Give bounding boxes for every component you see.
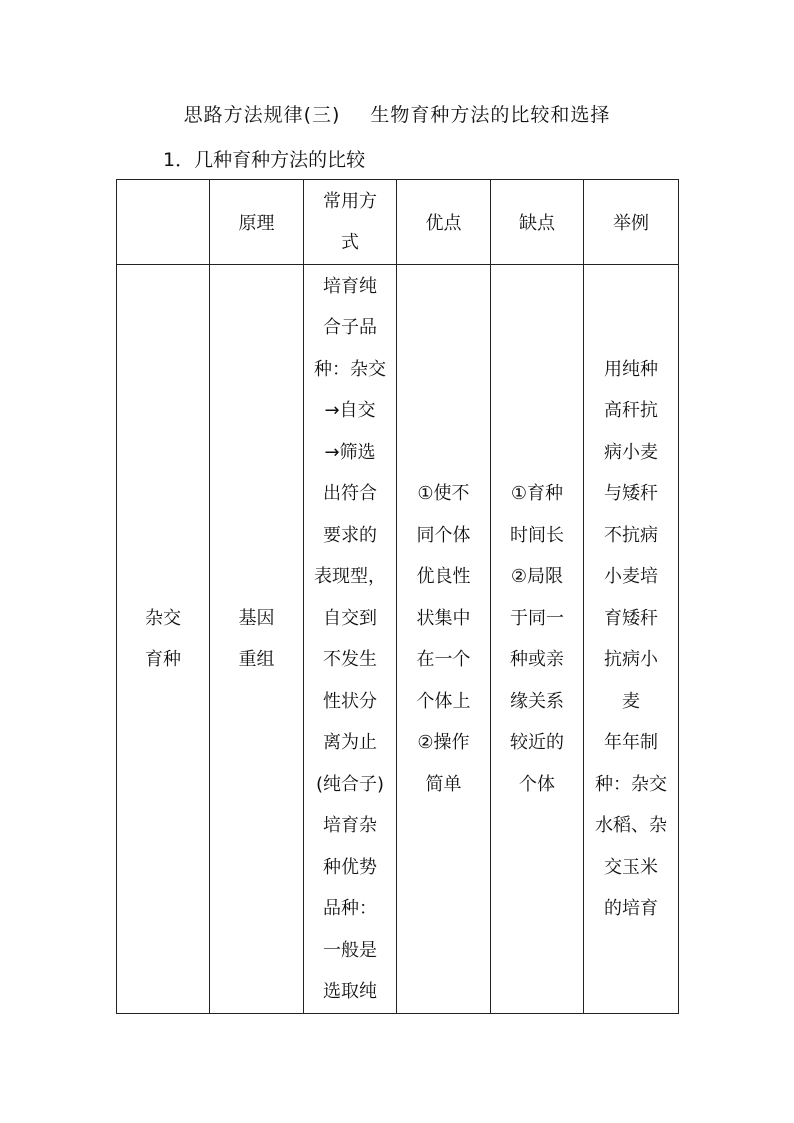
cell-line: 自交到	[323, 607, 377, 629]
cell-line: 简单	[425, 773, 462, 795]
cell-line: ②局限	[510, 566, 564, 587]
cell-line: 培育杂	[323, 815, 377, 836]
cell-line: 基因	[238, 607, 275, 629]
cell-line: 交玉米	[604, 856, 658, 878]
cell-line: 选取纯	[323, 981, 377, 1002]
cell-line: ①育种	[510, 483, 564, 504]
cell-line: 年年制	[604, 732, 658, 753]
cell-line: 不发生	[323, 649, 377, 670]
cell-disadvantages	[491, 265, 584, 1014]
cell-line: 种优势	[323, 856, 377, 878]
table-header-row	[117, 180, 679, 265]
cell-line: 状集中	[416, 607, 471, 629]
cell-line: 杂交	[145, 607, 181, 629]
cell-line: 小麦培	[604, 566, 658, 587]
header-empty	[117, 180, 210, 265]
header-disadvantages: 缺点	[491, 180, 584, 265]
cell-examples	[584, 265, 679, 1014]
cell-line: 性状分	[323, 690, 377, 712]
cell-line: →筛选	[324, 441, 376, 463]
cell-line: (纯合子)	[315, 773, 385, 795]
page-title	[0, 100, 794, 127]
cell-line: 同个体	[416, 524, 471, 546]
cell-method	[304, 265, 397, 1014]
cell-line: →自交	[324, 400, 376, 421]
cell-line: 表现型，	[314, 566, 386, 587]
cell-line: 要求的	[323, 524, 377, 546]
cell-line: 个体	[519, 773, 555, 795]
cell-line: 培育纯	[323, 275, 377, 297]
cell-line: 缘关系	[510, 690, 564, 712]
cell-line: 高秆抗	[604, 400, 658, 421]
cell-line: 种或亲	[510, 649, 564, 670]
cell-line: 在一个	[416, 649, 471, 670]
cell-line: 麦	[622, 690, 640, 712]
page-title-right: 生物育种方法的比较和选择	[370, 104, 611, 126]
cell-line: 时间长	[510, 524, 564, 546]
cell-line: 病小麦	[604, 441, 658, 463]
cell-line: 重组	[238, 649, 275, 670]
cell-line: 一般是	[323, 939, 377, 961]
cell-line: ①使不	[417, 483, 470, 504]
cell-line: 品种：	[323, 898, 377, 919]
cell-advantages	[397, 265, 491, 1014]
cell-line: 合子品	[323, 317, 377, 338]
cell-line: 育种	[145, 649, 181, 670]
section-title: 1．几种育种方法的比较	[163, 149, 366, 171]
cell-line: 个体上	[416, 690, 471, 712]
cell-principle	[210, 265, 304, 1014]
cell-line: 不抗病	[604, 524, 658, 546]
comparison-table	[116, 179, 679, 1014]
cell-line: 于同一	[510, 607, 564, 629]
cell-line: 水稻、杂	[595, 815, 667, 836]
cell-line: 优良性	[416, 566, 471, 587]
cell-line: 较近的	[510, 732, 564, 753]
cell-line: 育矮秆	[604, 607, 658, 629]
cell-line: 用纯种	[604, 358, 658, 380]
cell-line: 出符合	[323, 483, 377, 504]
cell-line: 的培育	[604, 898, 658, 919]
cell-line: ②操作	[417, 732, 470, 753]
cell-breeding-name	[117, 265, 210, 1014]
cell-line: 种：杂交	[595, 773, 667, 795]
table-row	[117, 265, 679, 1014]
cell-line: 抗病小	[604, 649, 658, 670]
header-method: 常用方 式	[304, 180, 397, 265]
page-title-left: 思路方法规律(三)	[183, 104, 341, 126]
header-principle: 原理	[210, 180, 304, 265]
cell-line: 与矮秆	[604, 483, 658, 504]
cell-line: 种：杂交	[314, 358, 386, 380]
cell-line: 离为止	[323, 732, 377, 753]
header-examples: 举例	[584, 180, 679, 265]
header-advantages: 优点	[397, 180, 491, 265]
